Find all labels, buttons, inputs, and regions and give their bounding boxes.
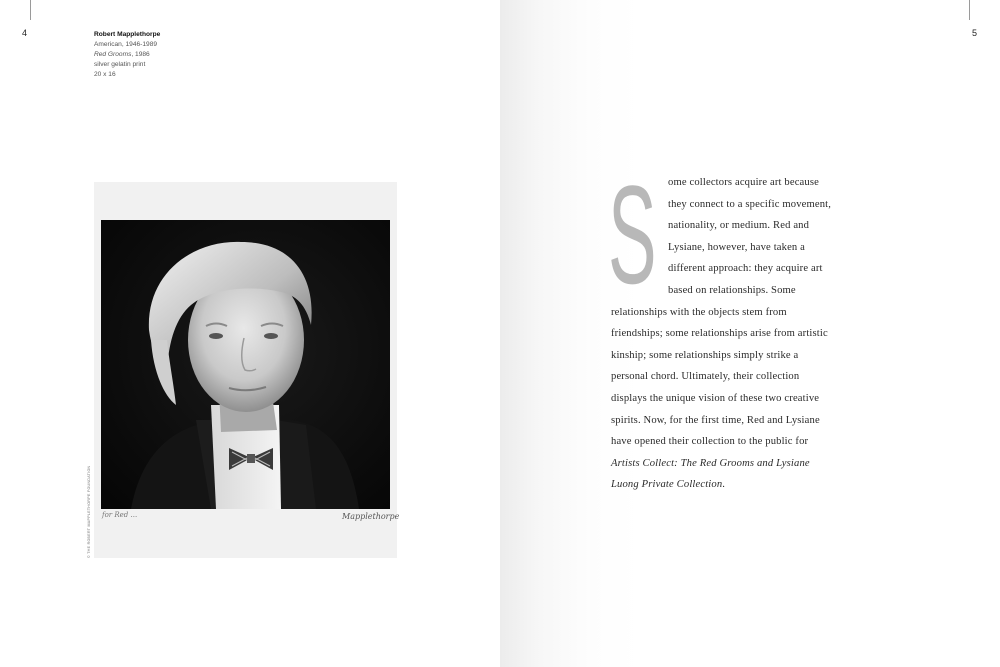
essay-body: ome collectors acquire art because they connect to a specific movement, nationality, or medium. Red and Lysiane, however, have taken a different approach: they acquire art based on relationships. Some relationships with the objects stem from friendships; some relationships arise from artistic kinship; some relationships simply strike a personal chord. Ultimately, their collection displays the unique vision of these two creative spirits. Now, for the first time, Red and Lysiane have opened their collection to the public for bbox=[611, 177, 832, 448]
artwork-caption bbox=[94, 30, 160, 80]
portrait-photo bbox=[101, 220, 390, 509]
caption-medium: silver gelatin print bbox=[94, 61, 146, 68]
portrait-illustration bbox=[101, 220, 390, 509]
caption-title: Red Grooms bbox=[94, 51, 132, 58]
drop-cap: S bbox=[608, 156, 657, 313]
photo-inscription: for Red ... bbox=[102, 511, 138, 519]
crop-mark-right bbox=[969, 0, 970, 20]
page-number-right: 5 bbox=[972, 28, 978, 38]
caption-year: , 1986 bbox=[131, 51, 150, 58]
caption-dimensions: 20 x 16 bbox=[94, 71, 116, 78]
crop-mark-left bbox=[30, 0, 31, 20]
exhibition-title: Artists Collect: The Red Grooms and Lysiane Luong Private Collection bbox=[611, 457, 810, 491]
caption-title-line bbox=[94, 50, 160, 60]
photo-mount bbox=[94, 182, 400, 558]
page-number-left: 4 bbox=[22, 28, 28, 38]
essay-end: . bbox=[722, 479, 726, 491]
caption-artist: Robert Mapplethorpe bbox=[94, 31, 161, 38]
essay-paragraph bbox=[608, 156, 835, 496]
photographer-signature: Mapplethorpe bbox=[342, 512, 400, 521]
copyright-notice: © THE ROBERT MAPPLETHORPE FOUNDATION bbox=[87, 465, 91, 558]
caption-nationality: American, 1946-1989 bbox=[94, 41, 158, 48]
